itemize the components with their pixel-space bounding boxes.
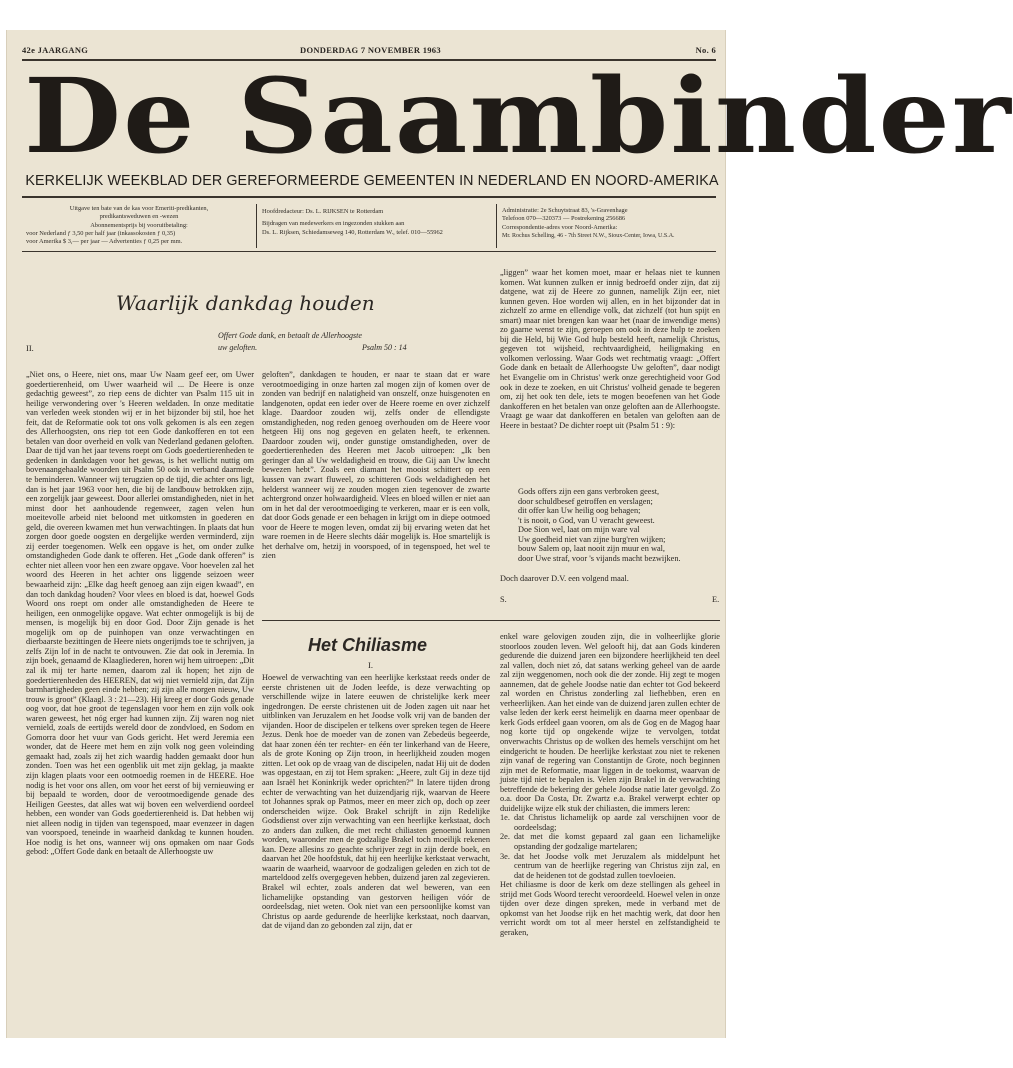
- poem-line: dit offer kan Uw heilig oog behagen;: [518, 506, 641, 516]
- info-left-line: predikantsweduwen en -wezen: [99, 213, 179, 221]
- poem-line: Uw goedheid niet van zijne burg'ren wijken;: [518, 534, 666, 544]
- list-item: [500, 832, 720, 851]
- list-number: 1e.: [500, 813, 510, 823]
- list-number: 3e.: [500, 851, 510, 861]
- psalm-poem: [518, 487, 681, 563]
- list-text: dat het Joodse volk met Jeruzalem als middelpunt het centrum van de heerlijke regering van Christus zijn zal, en dat de heidenen tot de godstad zullen toevloeien.: [514, 851, 720, 880]
- admin-line: Administratie: 2e Schuytstraat 83, 's-Gravenhage: [502, 207, 628, 214]
- editor-line: Bijdragen van medewerkers en ingezonden stukken aan: [262, 220, 405, 228]
- article2-column-3: [500, 632, 720, 1027]
- info-left-line: Uitgave ten bate van de kas voor Emeriti-predikanten,: [69, 205, 209, 212]
- list-number: 2e.: [500, 832, 510, 842]
- issue-number: No. 6: [695, 45, 716, 55]
- poem-line: bouw Salem op, laat nooit zijn muur en wal,: [518, 544, 666, 554]
- article2-column-2: [262, 673, 490, 1027]
- info-left-line: voor Nederland ƒ 3,50 per half jaar (inkassokosten ƒ 0,35): [26, 229, 176, 237]
- article1-column-3: [500, 268, 720, 478]
- poem-line: Gods offers zijn een gans verbroken geest,: [518, 487, 660, 496]
- list-item: [500, 813, 720, 832]
- info-left-line: Abonnementsprijs bij vooruitbetaling:: [90, 221, 188, 229]
- masthead-subtitle: KERKELIJK WEEKBLAD DER GEREFORMEERDE GEMEENTEN IN NEDERLAND EN NOORD-AMERIKA: [25, 173, 719, 189]
- poem-line: door Uwe straf, voor 's vijands macht bezwijken.: [518, 553, 681, 563]
- volume-label: 42e JAARGANG: [22, 45, 89, 55]
- epigraph-line: uw geloften.: [218, 343, 258, 352]
- article2-text: Hoewel de verwachting van een heerlijke kerkstaat reeds onder de eerste christenen uit de Joden leefde, is deze verwachting op verschillende wijze in latere eeuwen de christelijke kerk meer ingedrongen. De eerste christenen uit de Joden zagen uit naar het uitblinken van Jeruzalem en het Joodse volk vrij van de banden der vijanden. Hoor de discipelen er telkens over spreken tegen de Heere Jezus. Denk hoe de moeder van de zonen van Zebedeüs begeerde, dat haar zonen één ter rechter- en één ter linkerhand van de Heere, als de grote Koning op Zijn troon, in heerlijkheid zouden mogen zitten. Let ook op de vraag van de discipelen, nadat Hij uit de doden was opgestaan, en zij tot Hem spraken: „Heere, zult Gij in deze tijd aan Israël het Koninkrijk weder oprichten?” In latere tijden drong echter de verwachting van het duizendjarig rijk, waarvan de Heere tot Johannes sprak op Patmos, meer en meer zich op, doch op zeer onderscheiden wijze. Ook Brakel schrijft in zijn Redelijke Godsdienst over zijn verwachting van een heerlijke kerkstaat, doch zo anders dan zulken, die met recht chiliasten genoemd kunnen worden, waaronder men de godzalige Brakel toch moeilijk rekenen kan. Deze allesins zo geachte schrijver zegt in zijn derde boek, en daarvan het 20e hoofdstuk, dat hij een heerlijke kerkstaat verwacht, waarin de waarheid, waarvoor de godzaligen geleden en zich tot de marteldood zelfs overgegeven hebben, duizend jaren zal zegevieren. Brakel wil echter, zoals anderen dat wel beweren, van een lichamelijke opstanding van gestorven heiligen vóór de oordeelsdag, niet weten. Ook niet van een persoonlijke komst van Christus op aarde gedurende de heerlijke kerkstaat, noch daarvan, dat de vijand dan zo gebonden zal zijn, dat er: [262, 673, 490, 931]
- article1-text: „liggen” waar het komen moet, maar er helaas niet te kunnen komen. Wat kunnen zulken er innig bedroefd onder zijn, dat zij datgene, wat zij de Heere zo gunnen, namelijk Zijn eer, niet kunnen geven. Hoe worden wij allen, en in het bijzonder dat in zichzelf zo arme en ellendige volk, dat zichzelf (tot hun spijt en smart) maar niet brengen kan waar het (naar de inwendige mens) zo gaarne wenst te zijn, geroepen om ook in deze hulp te zoeken bij die Held, bij Wie God hulp besteld heeft, namelijk Christus, gegeven tot wijsheid, rechtvaardigheid, heiligmaking en volkomen verlossing. Waar Gods wet rechtmatig vraagt: „Offert Gode dank en betaalt de Allerhoogste Uw geloften”, daar nodigt het Evangelie om in Christus' werk onze gerechtigheid voor God ook in deze te zoeken, en uit Christus' volheid genade te begeren om, zij het ook ten dele, iets te mogen beoefenen van het Gode dankofferen en het betalen van onze geloften aan de Allerhoogste. Vraagt ge waar dat dankofferen en betalen van geloften aan de Heere in bestaat? De dichter roept uit (Psalm 51 : 9):: [500, 268, 720, 430]
- masthead-title: De Saambinder: [24, 56, 1013, 177]
- epigraph-line: Offert Gode dank, en betaalt de Allerhoogste: [218, 331, 362, 340]
- article-part-number: I.: [368, 660, 373, 670]
- info-administration: [502, 207, 720, 240]
- masthead-rule: [22, 196, 716, 198]
- poem-line: 't is nooit, o God, van U veracht geweest.: [518, 515, 655, 525]
- article1-closing: Doch daarover D.V. een volgend maal.: [500, 574, 629, 583]
- editor-line: Hoofdredacteur: Ds. L. RIJKSEN te Rotterdam: [262, 208, 384, 215]
- article2-text: Het chiliasme is door de kerk om deze stellingen als geheel in strijd met Gods Woord terecht veroordeeld. Hoewel velen in onze tijden over deze dingen spreken, mede in verband met de opkomst van het Joodse rijk en het machtig werk, dat door hen verricht wordt om tot al meer herstel en zelfstandigheid te geraken,: [500, 880, 720, 937]
- article2-text: enkel ware gelovigen zouden zijn, die in volheerlijke glorie stoorloos zouden leven. Wel gelooft hij, dat aan Gods kinderen gedurende die duizend jaren een bijzondere heerlijkheid ten deel zal vallen, doch niet zó, dat satans werking geheel van de aarde zal zijn weggenomen, noch ook die der zonde. Hij zegt te mogen aannemen, dat de gehele Joodse natie dan echter tot God bekeerd zal worden en Christus zonderling zal liefhebben, eren en verheerlijken. Aan het einde van de duizend jaren zullen echter de valse leden der kerk eerst heimelijk en daarna meer openbaar de kerk Gods erfdeel gaan vooren, om als de Gog en de Magog haar nog korte tijd op ongekende wijze te vervolgen, totdat onverwachts Christus op de wolken des hemels verschijnt om het eindgericht te houden. De heerlijke kerkstaat zou niet te rekenen zijn vanaf de regering van Constantijn de Grote, noch beginnen zijn met de Reformatie, maar liggen in de toekomst, waarvan de juiste tijd niet te bepalen is. Velen zijn Brakel in de verwachting betreffende de bekering der gehele Joodse natie later gevolgd. Zo o.a. door Da Costa, Dr. Zwartz e.a. Brakel verwerpt echter op duidelijke wijze elk stuk der chiliasten, die immers leren:: [500, 632, 720, 813]
- editor-line: Ds. L. Rijksen, Schiedamseweg 140, Rotterdam W., telef. 010—55962: [262, 228, 443, 236]
- info-divider: [496, 204, 497, 248]
- admin-line: Mr. Rochus Schelling, 46 - 7th Street N.W., Sioux-Center, Iowa, U.S.A.: [502, 232, 675, 239]
- poem-line: Doe Sion wel, laat om mijn ware val: [518, 525, 640, 535]
- article1-column-1: [26, 370, 254, 1026]
- list-text: dat Christus lichamelijk op aarde zal verschijnen voor de oordeelsdag;: [514, 813, 720, 832]
- admin-line: Correspondentie-adres voor Noord-Amerika:: [502, 223, 618, 231]
- poem-line: door schuldbesef getroffen en verslagen;: [518, 496, 653, 506]
- article-title-dankdag: Waarlijk dankdag houden: [116, 291, 375, 315]
- article1-column-2: [262, 370, 490, 618]
- info-rule: [22, 251, 716, 252]
- article1-text: geloften”, dankdagen te houden, er naar te staan dat er ware verootmoediging in onze harten zal mogen zijn of komen over de zonden van bedrijf en nalatigheid van onszelf, onze huisgenoten en landgenoten, opdat een ieder over de Heere roeme en over zichzelf klage. Daardoor zouden wij, zelfs onder de ellendigste omstandigheden, nog reden genoeg overhouden om de Heere voor hetgeen Hij ons nog gegeven en gelaten heeft, te erkennen. Daardoor zouden wij, onder gunstige omstandigheden, over de goedertierenheden des Heeren met Jacob uitroepen: „Ik ben geringer dan al Uw weldadigheid en trouw, die Gij aan Uw knecht bewezen hebt”. Zoals een diamant het mooist schittert op een kussen van zwart fluweel, zo schitteren Gods weldadigheden het helderst wanneer wij ze zouden mogen zien tegenover de zwarte achtergrond onzer holwaardigheid. Vlees en bloed willen er niet aan om in het dal der verootmoediging te verkeren, maar er is een volk, dat door Gods genade er een behagen in krijgt om in diepe ootmoed voor de Heere te mogen leven, omdat zij bij ervaring weten dat het ware roemen in de Heere slechts dáár mogelijk is. Hoe smartelijk is het derhalve om, hetzij in voorspoed, of in tegenspoed, het wel te zien: [262, 370, 490, 561]
- epigraph-reference: Psalm 50 : 14: [362, 343, 407, 352]
- admin-line: Telefoon 070—320373 — Postrekening 256686: [502, 215, 626, 223]
- info-left-line: voor Amerika $ 3,— per jaar — Advertenties ƒ 0,25 per mm.: [26, 238, 183, 246]
- info-editor: [262, 208, 488, 237]
- info-divider: [256, 204, 257, 248]
- article1-text: „Niet ons, o Heere, niet ons, maar Uw Naam geef eer, om Uwer goedertierenheid, om Uwer waarheid wil ... De Heere is onze gedachtig geweest”, zo riep eens de dichter van Psalm 115 uit in heilige verwondering over 's Heeren weldaden. In onze meditatie van verleden week stonden wij er in het bijzonder bij stil, hoe het feit, dat de Reformatie ook tot ons volk gekomen is als een zegen des Allerhoogsten, ons riep tot een Gode dankofferen en tot een betalen van door overheid en volk van Nederland gedanen geloften. Daar de tijd van het jaar tevens roept om Gods goedertierenheden te gedenken in dankdagen voor het gewas, is het wellicht nuttig om bovenaangehaalde woorden uit Psalm 50 ook in verband daarmede te beminderen. Wanneer wij terugzien op de tijd, die achter ons ligt, dan is het jaar 1963 voor hen, die bij de landbouw betrokken zijn, een zorgelijk jaar geweest. Door allerlei omstandigheden, niet in het minst door het aanhoudende regenweer, zagen velen hun moeitevolle arbeid niet beloond met uitkomsten in goederen en geld, die overeen kwamen met hun verwachtingen. In plaats dat hun zorgen door goede oogsten en dergelijke werden verminderd, zijn zij eerder toegenomen. Welk een opgave is het, om onder zulke omstandigheden Gode dank te offeren. Het „Gode dank offeren” is echter niet alleen voor hen een zware opgave. Voor hoevelen zal het woord des Heeren in het achter ons liggende seizoen weer bewaarheid zijn: „Elke dag heeft genoeg aan zijn eigen kwaad”, en dan toch dankdag houden? Voor vlees en bloed is dat, hoewel Gods Woord ons roept om onder alle omstandigheden de Heere te heiligen, een onmogelijke opgave. Wat echter onmogelijk is bij de mensen, is mogelijk bij en door God. Door Zijn genade is het mogelijk om op de puinhopen van onze verwachtingen en dierbaarste bezittingen de Heere niets ongerijmds toe te schrijven, ja zelfs Zijn lof in de nacht te ontvouwen. Zie dat ook in Jeremia. In zijn boek, genaamd de Klaagliederen, horen wij hem uitroepen: „Dit zal ik mij ter harte nemen, daarom zal ik hopen; het zijn de goedertierenheden des HEEREN, dat wij niet vernield zijn, dat Zijn barmhartigheden geen einde hebben; zij zijn alle morgen nieuw, Uw trouw is groot” (Klaagl. 3 : 21—23). Hij kreeg er door Gods genade oog voor, dat hoe groot de tegenslagen voor hem en zijn volk ook waren geweest, het nóg erger had kunnen zijn. Zij waren nog niet vernield, zoals de eertijds wereld door de zondvloed, en Sodom en Gomorra door het vuur van Gods gericht. Het werd Jeremia een wonder, dat de Heere met hem en zijn volk nog geen voleinding gemaakt had, zoals zij het zich waardig hadden gemaakt door hun zonden. Toen was het een ogenblik uit met zijn geklag, ja maakte zijn klagen plaats voor een ootmoedig roemen in de HEERE. Hoe nodig is het voor ons allen, om voor het eerst of bij vernieuwing er bij bepaald te worden, door de verootmoedigende genade des Heiligen Geestes, dat alles wat wij boven een welverdiend oordeel hebben, een wonder van Gods goedertierenheid is. Dat hebben wij niet alleen nodig in tijden van tegenspoed, maar evenzeer in dagen van voorspoed, teneinde in waarheid dankdag te kunnen houden. Hoe nodig is het ons, wanneer wij ons opmaken om naar Gods gebod: „Offert Gode dank en betaalt de Allerhoogste uw: [26, 370, 254, 857]
- article-part-number: II.: [26, 343, 34, 353]
- signature-right: E.: [712, 595, 720, 604]
- article-separator: [262, 620, 720, 621]
- list-item: [500, 852, 720, 881]
- info-subscription: [26, 205, 252, 246]
- signature-left: S.: [500, 595, 507, 604]
- list-text: dat met die komst gepaard zal gaan een lichamelijke opstanding der godzalige martelaren;: [514, 832, 720, 852]
- article-title-chiliasme: Het Chiliasme: [308, 635, 428, 655]
- issue-date: DONDERDAG 7 NOVEMBER 1963: [300, 45, 441, 55]
